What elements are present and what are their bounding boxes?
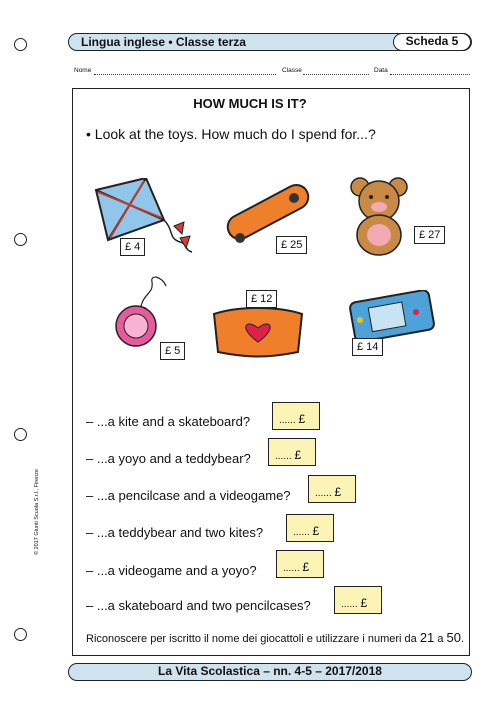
question-5: – ...a videogame and a yoyo? <box>86 563 257 578</box>
date-label: Data <box>374 67 388 74</box>
answer-box-3[interactable]: ...... £ <box>308 475 356 503</box>
answer-box-1[interactable]: ...... £ <box>272 402 320 430</box>
class-line <box>303 74 369 75</box>
question-1: – ...a kite and a skateboard? <box>86 414 251 429</box>
copyright: © 2017 Giunti Scuola S.r.l., Firenze <box>34 469 40 555</box>
kite-price-tag: £ 4 <box>120 238 145 256</box>
question-3: – ...a pencilcase and a videogame? <box>86 488 291 503</box>
question-4: – ...a teddybear and two kites? <box>86 525 264 540</box>
answer-box-4[interactable]: ...... £ <box>286 514 334 542</box>
binder-hole-1 <box>14 38 27 51</box>
name-line <box>94 74 276 75</box>
answer-box-2[interactable]: ...... £ <box>268 438 316 466</box>
subject-title: Lingua inglese • Classe terza <box>81 35 246 49</box>
yoyo-image <box>110 272 180 352</box>
answer-box-5[interactable]: ...... £ <box>276 550 324 578</box>
date-line <box>390 74 470 75</box>
name-label: Nome <box>74 67 92 74</box>
binder-hole-4 <box>14 628 27 641</box>
yoyo-price-tag: £ 5 <box>160 342 185 360</box>
header-band <box>68 33 472 51</box>
teddybear-price-tag: £ 27 <box>414 226 445 244</box>
teacher-note: Riconoscere per iscritto il nome dei giocattoli e utilizzare i numeri da 21 a 50. <box>86 630 465 645</box>
teddybear-image <box>340 175 420 260</box>
binder-hole-2 <box>14 233 27 246</box>
question-2: – ...a yoyo and a teddybear? <box>86 451 251 466</box>
question-6: – ...a skateboard and two pencilcases? <box>86 598 311 613</box>
skateboard-price-tag: £ 25 <box>276 236 307 254</box>
instruction: • Look at the toys. How much do I spend for...? <box>86 126 376 142</box>
pencilcase-price-tag: £ 12 <box>246 290 277 308</box>
binder-hole-3 <box>14 428 27 441</box>
pencilcase-image <box>208 302 308 362</box>
class-label: Classe <box>282 67 302 74</box>
page-title: HOW MUCH IS IT? <box>193 96 307 111</box>
videogame-price-tag: £ 14 <box>352 338 383 356</box>
sheet-label: Scheda 5 <box>393 33 471 51</box>
footer-band: La Vita Scolastica – nn. 4-5 – 2017/2018 <box>68 663 472 681</box>
answer-box-6[interactable]: ...... £ <box>334 586 382 614</box>
